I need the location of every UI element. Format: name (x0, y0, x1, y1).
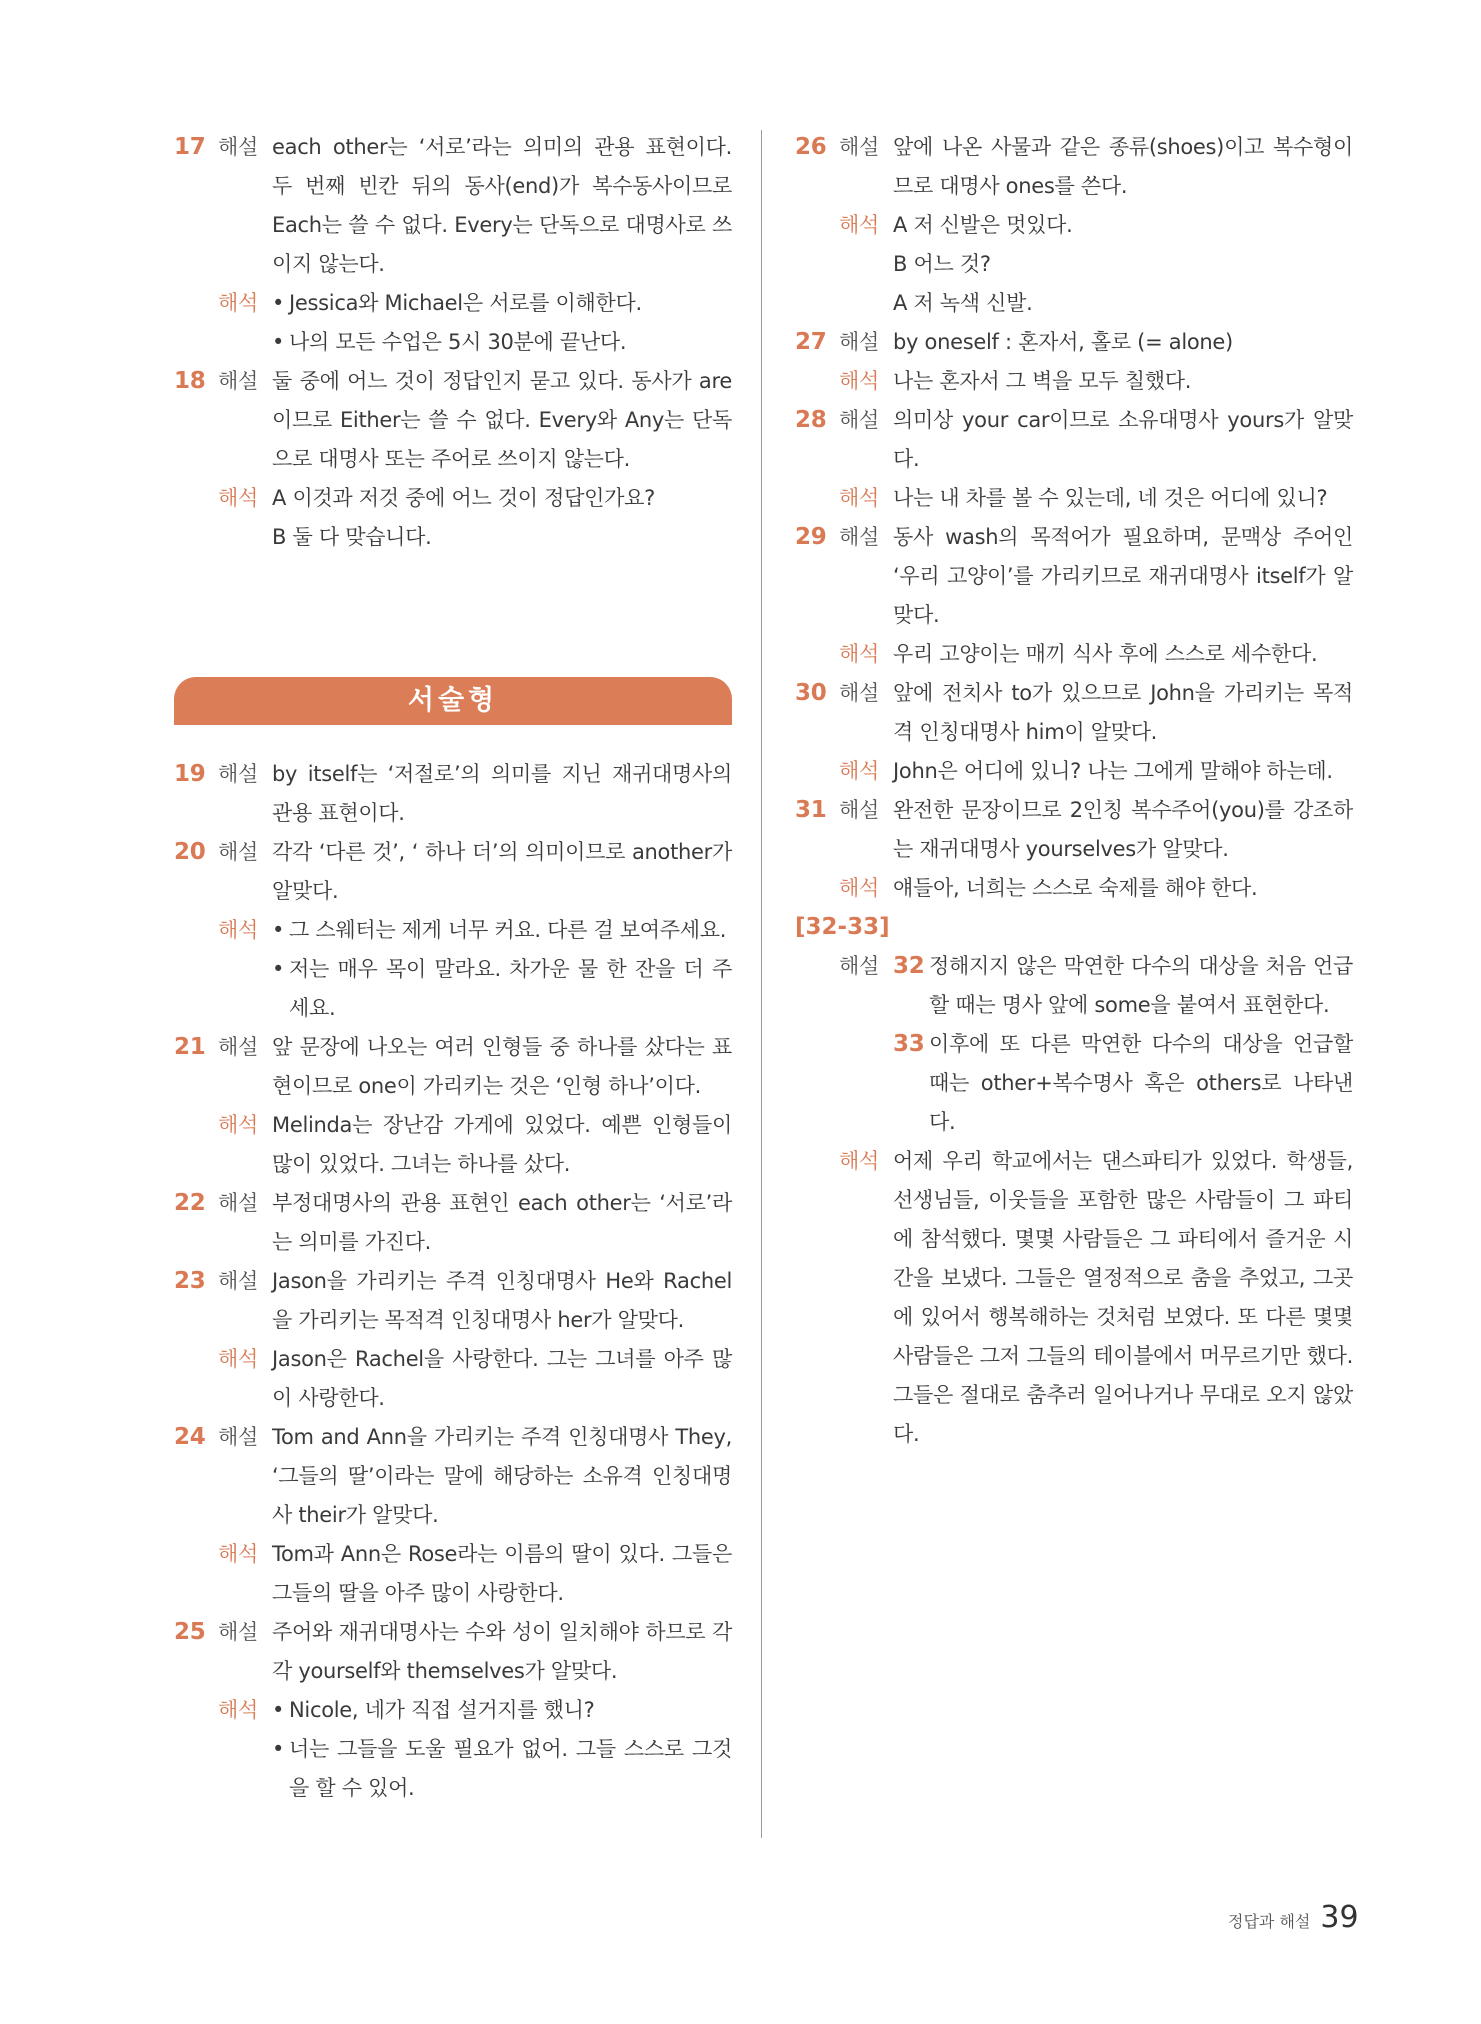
answer-item-21 (174, 1028, 732, 1106)
translate-label: 해석 (218, 1698, 258, 1722)
explain-label: 해설 (218, 135, 258, 159)
translate-label: 해석 (839, 642, 879, 666)
answer-item-30 (795, 674, 1353, 752)
sub-answer-33 (893, 1025, 1353, 1142)
explanation-text: 둘 중에 어느 것이 정답인지 묻고 있다. 동사가 are이므로 Either는 쓸 수 없다. Every와 Any는 단독으로 대명사 또는 주어로 쓰이지 않는다. (272, 369, 732, 471)
explanation-text: 의미상 your car이므로 소유대명사 yours가 알맞다. (893, 408, 1353, 471)
item-number: 24 (174, 1424, 206, 1450)
explanation-text: by oneself : 혼자서, 홀로 (= alone) (893, 330, 1233, 354)
translation-block-23 (174, 1340, 732, 1418)
explain-label: 해설 (218, 762, 258, 786)
column-divider (761, 130, 762, 1838)
translation-block-20 (174, 911, 732, 1028)
translation-block-18 (174, 479, 732, 557)
explain-label: 해설 (839, 408, 879, 432)
translation-bullet: • 너는 그들을 도울 필요가 없어. 그들 스스로 그것을 할 수 있어. (272, 1737, 732, 1800)
item-number: 22 (174, 1190, 206, 1216)
translation-block-28 (795, 479, 1353, 518)
dialogue-line: B 둘 다 맞습니다. (272, 525, 432, 549)
item-number: 17 (174, 134, 206, 160)
translation-block-27 (795, 362, 1353, 401)
translation-block-30 (795, 752, 1353, 791)
explanation-text: each other는 ‘서로’라는 의미의 관용 표현이다. 두 번째 빈칸 뒤의 동사(end)가 복수동사이므로 Each는 쓸 수 없다. Every는 단독으로 대명사로 쓰이지 않는다. (272, 135, 732, 276)
item-number: 18 (174, 368, 206, 394)
explanation-text: 부정대명사의 관용 표현인 each other는 ‘서로’라는 의미를 가진다. (272, 1191, 732, 1254)
translation-text: 나는 혼자서 그 벽을 모두 칠했다. (893, 369, 1192, 393)
translation-block-25 (174, 1691, 732, 1808)
translation-text: 나는 내 차를 볼 수 있는데, 네 것은 어디에 있니? (893, 486, 1328, 510)
explanation-text: Tom and Ann을 가리키는 주격 인칭대명사 They, ‘그들의 딸’이라는 말에 해당하는 소유격 인칭대명사 their가 알맞다. (272, 1425, 732, 1527)
item-number: 27 (795, 329, 827, 355)
item-number: 28 (795, 407, 827, 433)
translate-label: 해석 (218, 291, 258, 315)
answer-item-24 (174, 1418, 732, 1535)
question-group-label: [32-33] (795, 914, 890, 940)
translate-label: 해석 (218, 1113, 258, 1137)
translation-block-26 (795, 206, 1353, 323)
translation-text: 얘들아, 너희는 스스로 숙제를 해야 한다. (893, 876, 1258, 900)
item-number: 33 (893, 1031, 925, 1057)
explanation-text: 주어와 재귀대명사는 수와 성이 일치해야 하므로 각각 yourself와 themselves가 알맞다. (272, 1620, 732, 1683)
translate-label: 해석 (839, 876, 879, 900)
page-number: 39 (1320, 1900, 1359, 1935)
explain-label: 해설 (218, 1269, 258, 1293)
translation-text: 우리 고양이는 매끼 식사 후에 스스로 세수한다. (893, 642, 1318, 666)
answer-item-31 (795, 791, 1353, 869)
translate-label: 해석 (839, 213, 879, 237)
answer-item-22 (174, 1184, 732, 1262)
section-banner: 서술형 (174, 677, 732, 725)
translation-bullet: • Nicole, 네가 직접 설거지를 했니? (272, 1698, 595, 1722)
translation-block-21 (174, 1106, 732, 1184)
explain-label: 해설 (839, 525, 879, 549)
answer-item-25 (174, 1613, 732, 1691)
dialogue-line: A 이것과 저것 중에 어느 것이 정답인가요? (272, 486, 655, 510)
translation-text: Jason은 Rachel을 사랑한다. 그는 그녀를 아주 많이 사랑한다. (272, 1347, 732, 1410)
explanation-text: 앞에 나온 사물과 같은 종류(shoes)이고 복수형이므로 대명사 ones를 쓴다. (893, 135, 1353, 198)
translation-block-24 (174, 1535, 732, 1613)
translation-bullet: • 나의 모든 수업은 5시 30분에 끝난다. (272, 330, 627, 354)
translate-label: 해석 (218, 1542, 258, 1566)
answer-item-32-33 (795, 947, 1353, 1142)
translation-bullet: • Jessica와 Michael은 서로를 이해한다. (272, 291, 642, 315)
translation-block-29 (795, 635, 1353, 674)
left-column (174, 128, 732, 1808)
explanation-text: 완전한 문장이므로 2인칭 복수주어(you)를 강조하는 재귀대명사 yourselves가 알맞다. (893, 798, 1353, 861)
translate-label: 해석 (839, 369, 879, 393)
explain-label: 해설 (218, 369, 258, 393)
explanation-text: 정해지지 않은 막연한 다수의 대상을 처음 언급할 때는 명사 앞에 some을 붙여서 표현한다. (929, 954, 1353, 1017)
explanation-text: 각각 ‘다른 것’, ‘ 하나 더’의 의미이므로 another가 알맞다. (272, 840, 732, 903)
explain-label: 해설 (839, 330, 879, 354)
explain-label: 해설 (839, 798, 879, 822)
translation-block-32-33 (795, 1142, 1353, 1454)
item-number: 31 (795, 797, 827, 823)
translate-label: 해석 (218, 1347, 258, 1371)
answer-item-18 (174, 362, 732, 479)
explanation-text: 이후에 또 다른 막연한 다수의 대상을 언급할 때는 other+복수명사 혹은 others로 나타낸다. (929, 1032, 1353, 1134)
item-number: 25 (174, 1619, 206, 1645)
translation-bullet: • 그 스웨터는 제게 너무 커요. 다른 걸 보여주세요. (272, 918, 727, 942)
answer-item-20 (174, 833, 732, 911)
page-footer (1228, 1900, 1359, 1935)
explanation-text: Jason을 가리키는 주격 인칭대명사 He와 Rachel을 가리키는 목적격 인칭대명사 her가 알맞다. (272, 1269, 732, 1332)
explain-label: 해설 (218, 1620, 258, 1644)
explain-label: 해설 (218, 1425, 258, 1449)
answer-item-29 (795, 518, 1353, 635)
answer-item-27 (795, 323, 1353, 362)
translate-label: 해석 (839, 486, 879, 510)
translate-label: 해석 (839, 759, 879, 783)
explain-label: 해설 (839, 681, 879, 705)
translation-text: 어제 우리 학교에서는 댄스파티가 있었다. 학생들, 선생님들, 이웃들을 포함한 많은 사람들이 그 파티에 참석했다. 몇몇 사람들은 그 파티에서 즐거운 시간을 보냈다. 그들은 열정적으로 춤을 추었고, 그곳에 있어서 행복해하는 것처럼 보였다. 또 다른 몇몇 사람들은 그저 그들의 테이블에서 머무르기만 했다. 그들은 절대로 춤추러 일어나거나 무대로 오지 않았다. (893, 1149, 1353, 1446)
translate-label: 해석 (218, 918, 258, 942)
footer-label: 정답과 해설 (1228, 1912, 1311, 1931)
item-number: 29 (795, 524, 827, 550)
item-number: 19 (174, 761, 206, 787)
explanation-text: 동사 wash의 목적어가 필요하며, 문맥상 주어인 ‘우리 고양이’를 가리키므로 재귀대명사 itself가 알맞다. (893, 525, 1353, 627)
translation-block-31 (795, 869, 1353, 908)
translate-label: 해석 (218, 486, 258, 510)
explain-label: 해설 (218, 1035, 258, 1059)
sub-answer-32 (893, 947, 1353, 1025)
explain-label: 해설 (839, 135, 879, 159)
answer-item-17 (174, 128, 732, 284)
item-number: 26 (795, 134, 827, 160)
dialogue-line: B 어느 것? (893, 252, 991, 276)
explanation-text: 앞 문장에 나오는 여러 인형들 중 하나를 샀다는 표현이므로 one이 가리키는 것은 ‘인형 하나’이다. (272, 1035, 732, 1098)
item-number: 20 (174, 839, 206, 865)
right-column (795, 128, 1353, 1454)
answer-item-23 (174, 1262, 732, 1340)
item-number: 23 (174, 1268, 206, 1294)
item-number: 30 (795, 680, 827, 706)
translation-bullet: • 저는 매우 목이 말라요. 차가운 물 한 잔을 더 주세요. (272, 957, 732, 1020)
translation-block-17 (174, 284, 732, 362)
translate-label: 해석 (839, 1149, 879, 1173)
translation-text: Melinda는 장난감 가게에 있었다. 예쁜 인형들이 많이 있었다. 그녀는 하나를 샀다. (272, 1113, 732, 1176)
explain-label: 해설 (839, 954, 879, 978)
answer-item-26 (795, 128, 1353, 206)
dialogue-line: A 저 신발은 멋있다. (893, 213, 1073, 237)
item-number: 21 (174, 1034, 206, 1060)
answer-item-19 (174, 755, 732, 833)
answer-item-28 (795, 401, 1353, 479)
explanation-text: 앞에 전치사 to가 있으므로 John을 가리키는 목적격 인칭대명사 him이 알맞다. (893, 681, 1353, 744)
translation-text: Tom과 Ann은 Rose라는 이름의 딸이 있다. 그들은 그들의 딸을 아주 많이 사랑한다. (272, 1542, 732, 1605)
translation-text: John은 어디에 있니? 나는 그에게 말해야 하는데. (893, 759, 1333, 783)
item-number: 32 (893, 953, 925, 979)
explanation-text: by itself는 ‘저절로’의 의미를 지닌 재귀대명사의 관용 표현이다. (272, 762, 732, 825)
explain-label: 해설 (218, 840, 258, 864)
explain-label: 해설 (218, 1191, 258, 1215)
dialogue-line: A 저 녹색 신발. (893, 291, 1033, 315)
